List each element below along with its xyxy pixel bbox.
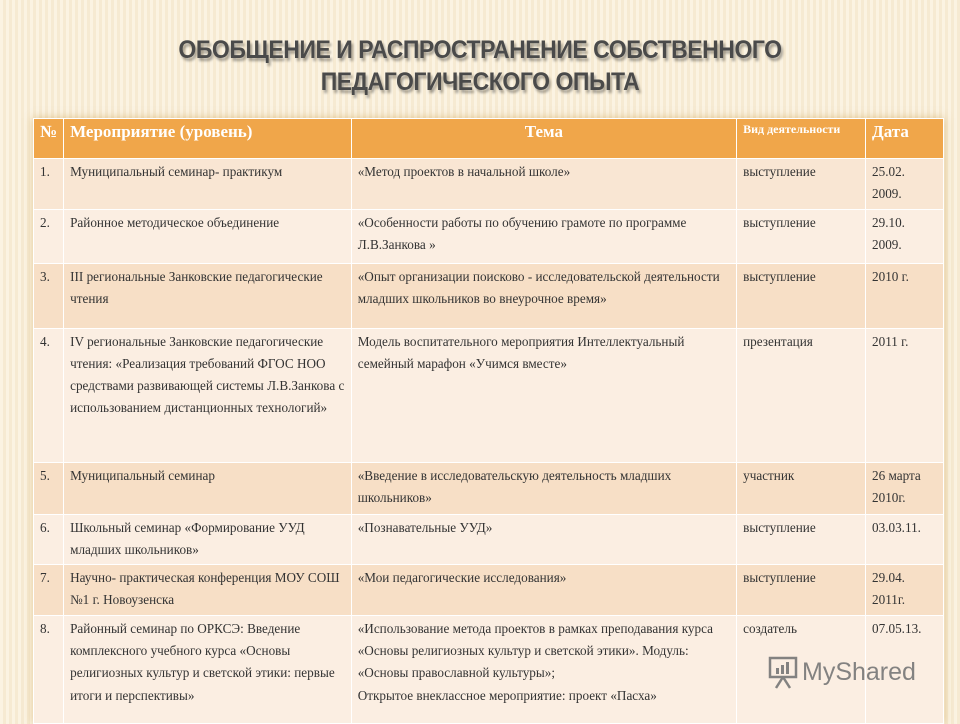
cell-num: 6.: [34, 514, 64, 565]
header-type: Вид деятельности: [737, 119, 866, 159]
experience-table: [33, 118, 944, 724]
cell-type: выступление: [737, 263, 866, 328]
table-row: [34, 159, 944, 210]
cell-type: выступление: [737, 209, 866, 263]
slide-title: ОБОБЩЕНИЕ И РАСПРОСТРАНЕНИЕ СОБСТВЕННОГО ПЕДАГОГИЧЕСКОГО ОПЫТА: [178, 36, 782, 96]
table-row: [34, 462, 944, 514]
cell-theme: «Введение в исследовательскую деятельность младших школьников»: [351, 462, 736, 514]
cell-date: 2011 г.: [866, 328, 944, 462]
cell-theme: «Особенности работы по обучению грамоте по программе Л.В.Занкова »: [351, 209, 736, 263]
cell-date: 25.02. 2009.: [866, 159, 944, 210]
cell-type: создатель: [737, 615, 866, 723]
cell-date: 07.05.13.: [866, 615, 944, 723]
cell-type: презентация: [737, 328, 866, 462]
cell-theme: «Использование метода проектов в рамках преподавания курса «Основы религиозных культур и светской этики». Модуль: «Основы православной культуры»; Открытое внеклассное мероприятие: проект «Пасха»: [351, 615, 736, 723]
header-num: №: [34, 119, 64, 159]
presentation-board-icon: [768, 655, 798, 689]
header-event: Мероприятие (уровень): [64, 119, 352, 159]
cell-event: Научно- практическая конференция МОУ СОШ №1 г. Новоузенска: [64, 565, 352, 616]
table-row: [34, 565, 944, 616]
cell-event: Муниципальный семинар- практикум: [64, 159, 352, 210]
cell-type: выступление: [737, 159, 866, 210]
header-theme: Тема: [351, 119, 736, 159]
cell-date: 26 марта 2010г.: [866, 462, 944, 514]
cell-theme-extra: Открытое внеклассное мероприятие: проект «Пасха»: [357, 687, 657, 703]
cell-theme: «Опыт организации поисково - исследовательской деятельности младших школьников во внеурочное время»: [351, 263, 736, 328]
cell-event: IV региональные Занковские педагогические чтения: «Реализация требований ФГОС НОО средствами развивающей системы Л.В.Занкова с использованием дистанционных технологий»: [64, 328, 352, 462]
cell-num: 8.: [34, 615, 64, 723]
cell-theme: «Познавательные УУД»: [351, 514, 736, 565]
cell-date: 29.04. 2011г.: [866, 565, 944, 616]
cell-event: Муниципальный семинар: [64, 462, 352, 514]
header-date: Дата: [866, 119, 944, 159]
cell-num: 7.: [34, 565, 64, 616]
cell-date: 03.03.11.: [866, 514, 944, 565]
table-row: [34, 209, 944, 263]
cell-event: Районное методическое объединение: [64, 209, 352, 263]
watermark: MyShared: [768, 655, 916, 689]
cell-event: III региональные Занковские педагогические чтения: [64, 263, 352, 328]
cell-type: участник: [737, 462, 866, 514]
cell-theme: «Метод проектов в начальной школе»: [351, 159, 736, 210]
cell-event: Школьный семинар «Формирование УУД младших школьников»: [64, 514, 352, 565]
table-row: [34, 328, 944, 462]
cell-date: 29.10. 2009.: [866, 209, 944, 263]
cell-event: Районный семинар по ОРКСЭ: Введение комплексного учебного курса «Основы религиозных культур и светской этики: первые итоги и перспективы»: [64, 615, 352, 723]
cell-num: 2.: [34, 209, 64, 263]
cell-num: 5.: [34, 462, 64, 514]
cell-date: 2010 г.: [866, 263, 944, 328]
cell-num: 4.: [34, 328, 64, 462]
table-header: [34, 119, 944, 159]
cell-type: выступление: [737, 514, 866, 565]
table-row: [34, 514, 944, 565]
cell-theme: Модель воспитательного мероприятия Интеллектуальный семейный марафон «Учимся вместе»: [351, 328, 736, 462]
table-row: [34, 263, 944, 328]
cell-num: 1.: [34, 159, 64, 210]
cell-type: выступление: [737, 565, 866, 616]
cell-num: 3.: [34, 263, 64, 328]
cell-theme: «Мои педагогические исследования»: [351, 565, 736, 616]
